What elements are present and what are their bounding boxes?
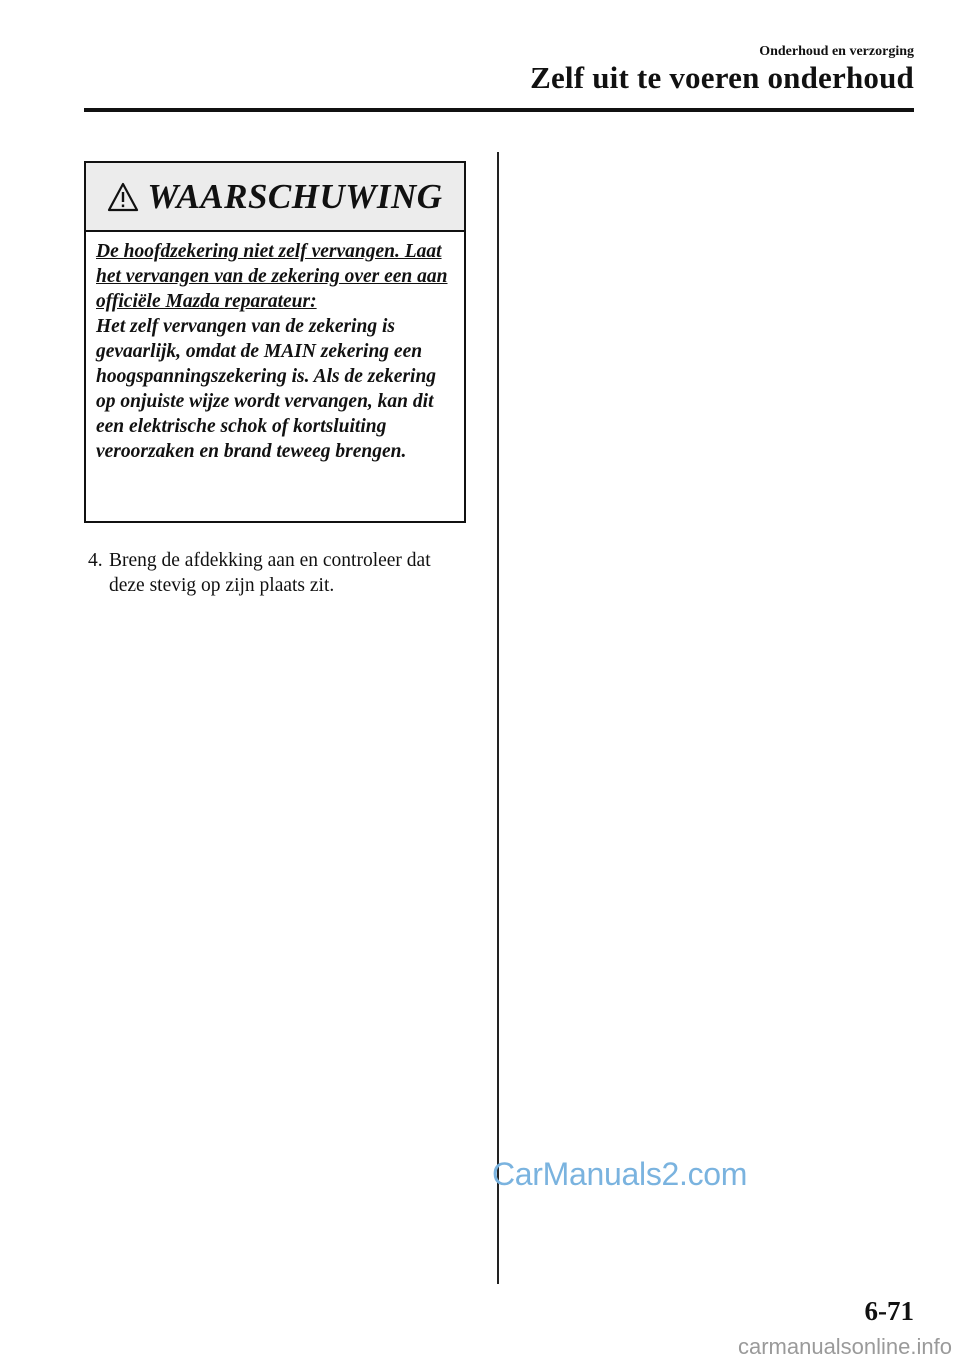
warning-detail-text: Het zelf vervangen van de zekering is gevaarlijk, omdat de MAIN zekering een hoogspanningszekering is. Als de zekering op onjuiste wijze wordt vervangen, kan dit een elektrische schok of kortsluiting veroorzaken en brand teweeg brengen. [96, 316, 437, 462]
step-text: Breng de afdekking aan en controleer dat deze stevig op zijn plaats zit. [109, 550, 431, 596]
warning-lead-text: De hoofdzekering niet zelf vervangen. Laat het vervangen van de zekering over een aan officiële Mazda reparateur: [96, 241, 448, 312]
warning-triangle-icon [107, 182, 139, 212]
page-title: Zelf uit te voeren onderhoud [530, 60, 914, 95]
page-number: 6-71 [864, 1296, 914, 1326]
watermark-logo: CarManuals2.com [492, 1156, 748, 1192]
step-number: 4. [88, 550, 103, 571]
section-title: Onderhoud en verzorging [759, 44, 914, 59]
column-divider [497, 152, 499, 1284]
warning-box [84, 161, 466, 523]
step-item [88, 548, 468, 598]
warning-body [86, 232, 464, 464]
warning-title: WAARSCHUWING [147, 176, 443, 216]
footer-site-link: carmanualsonline.info [737, 1334, 952, 1359]
warning-header [86, 163, 464, 232]
header-rule [84, 108, 914, 112]
